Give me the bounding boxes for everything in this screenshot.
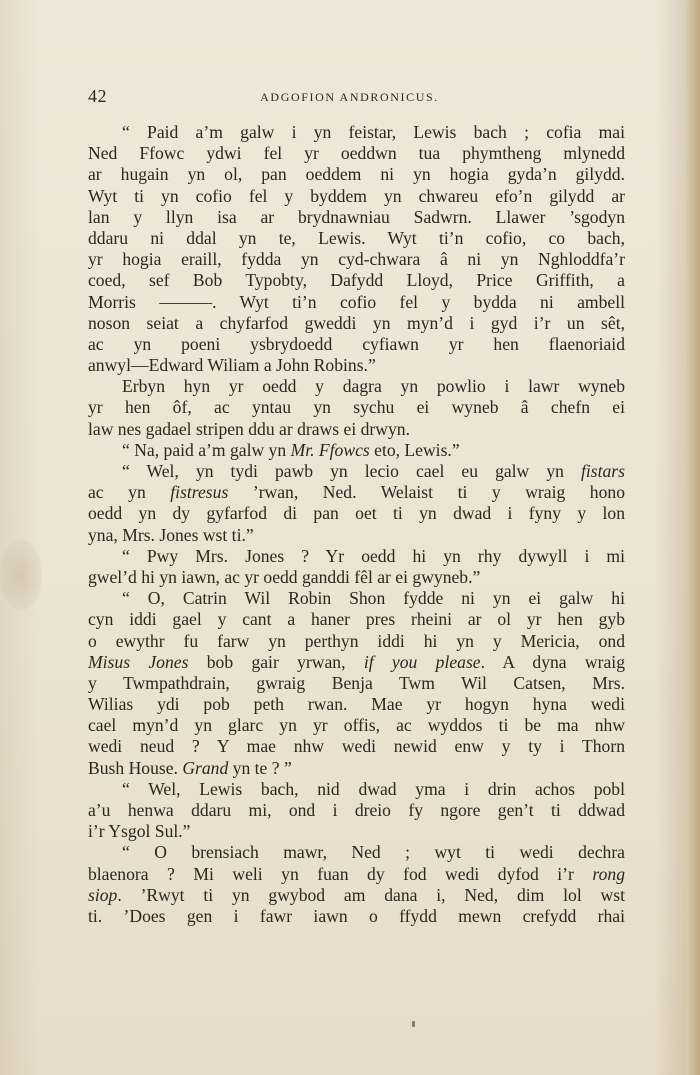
text-line: “ Paid a’m galw i yn feistar, Lewis bach ; cofia mai xyxy=(122,122,625,142)
text-line: Bush House. Grand yn te ? ” xyxy=(88,757,292,778)
text-line: siop. ’Rwyt ti yn gwybod am dana i, Ned, dim lol wst xyxy=(88,884,625,905)
text-line: oedd yn dy gyfarfod di pan oet ti yn dwad i fyny y lon xyxy=(88,503,625,524)
body-text xyxy=(88,122,625,927)
text-line: ti. ’Does gen i fawr iawn o ffydd mewn crefydd rhai xyxy=(88,905,625,926)
text-line: ac yn fistresus ’rwan, Ned. Welaist ti y wraig hono xyxy=(88,482,625,503)
text-line: noson seiat a chyfarfod gweddi yn myn’d i gyd i’r un sêt, xyxy=(88,312,625,333)
text-line: “ Pwy Mrs. Jones ? Yr oedd hi yn rhy dywyll i mi xyxy=(122,545,625,566)
text-line: Morris ———. Wyt ti’n cofio fel y bydda ni ambell xyxy=(88,291,625,312)
text-line: cyn iddi gael y cant a haner pres rheini ar ol yr hen gyb xyxy=(88,609,625,630)
running-head: ADGOFION ANDRONICUS. xyxy=(260,90,439,104)
text-line: “ Wel, yn tydi pawb yn lecio cael eu galw yn fistars xyxy=(122,461,625,481)
text-line: Ned Ffowc ydwi fel yr oeddwn tua phymtheng mlynedd xyxy=(88,143,625,164)
text-line: ar hugain yn ol, pan oeddem ni yn hogia gyda’n gilydd. xyxy=(88,164,625,185)
text-line: gwel’d hi yn iawn, ac yr oedd ganddi fêl ar ei gwyneb.” xyxy=(88,566,481,587)
text-line: yr hogia eraill, fydda yn cyd-chwara â ni yn Nghloddfa’r xyxy=(88,249,625,270)
text-line: “ O, Catrin Wil Robin Shon fydde ni yn ei galw hi xyxy=(122,588,625,609)
text-line: i’r Ysgol Sul.” xyxy=(88,821,191,842)
text-line: wedi neud ? Y mae nhw wedi newid enw y ty i Thorn xyxy=(88,736,625,757)
text-line: “ O brensiach mawr, Ned ; wyt ti wedi dechra xyxy=(122,842,625,863)
page-header xyxy=(88,86,631,110)
ink-speck xyxy=(412,1021,415,1027)
text-line: cael myn’d yn glarc yn yr offis, ac wyddos ti be ma nhw xyxy=(88,715,625,736)
text-line: anwyl—Edward Wiliam a John Robins.” xyxy=(88,355,376,376)
text-line: blaenora ? Mi weli yn fuan dy fod wedi dyfod i’r rong xyxy=(88,863,625,884)
text-line: yna, Mrs. Jones wst ti.” xyxy=(88,524,254,545)
text-line: lan y llyn isa ar brydnawniau Sadwrn. Llawer ’sgodyn xyxy=(88,206,625,227)
text-line: Wyt ti yn cofio fel y byddem yn chwareu efo’n gilydd ar xyxy=(88,185,625,206)
text-line: coed, sef Bob Typobty, Dafydd Lloyd, Price Griffith, a xyxy=(88,270,625,291)
page-number: 42 xyxy=(88,86,107,106)
text-line: yr hen ôf, ac yntau yn sychu ei wyneb â chefn ei xyxy=(88,397,625,418)
text-line: Wilias ydi pob peth rwan. Mae yr hogyn hyna wedi xyxy=(88,694,625,715)
text-line: “ Na, paid a’m galw yn Mr. Ffowcs eto, Lewis.” xyxy=(122,439,460,460)
text-line: ddaru ni ddal yn te, Lewis. Wyt ti’n cofio, co bach, xyxy=(88,227,625,248)
page-edge xyxy=(686,0,700,1075)
text-line: Misus Jones bob gair yrwan, if you please. A dyna wraig xyxy=(88,651,625,672)
text-line: “ Wel, Lewis bach, nid dwad yma i drin achos pobl xyxy=(122,778,625,799)
text-line: y Twmpathdrain, gwraig Benja Twm Wil Catsen, Mrs. xyxy=(88,672,625,693)
text-line: o ewythr fu farw yn perthyn iddi hi yn y Mericia, ond xyxy=(88,630,625,651)
paper-stain xyxy=(0,540,42,610)
text-line: ac yn poeni ysbrydoedd cyfiawn yr hen flaenoriaid xyxy=(88,333,625,354)
text-line: law nes gadael stripen ddu ar draws ei drwyn. xyxy=(88,418,410,439)
text-line: Erbyn hyn yr oedd y dagra yn powlio i lawr wyneb xyxy=(122,376,625,397)
text-line: a’u henwa ddaru mi, ond i dreio fy ngore gen’t ti ddwad xyxy=(88,800,625,820)
